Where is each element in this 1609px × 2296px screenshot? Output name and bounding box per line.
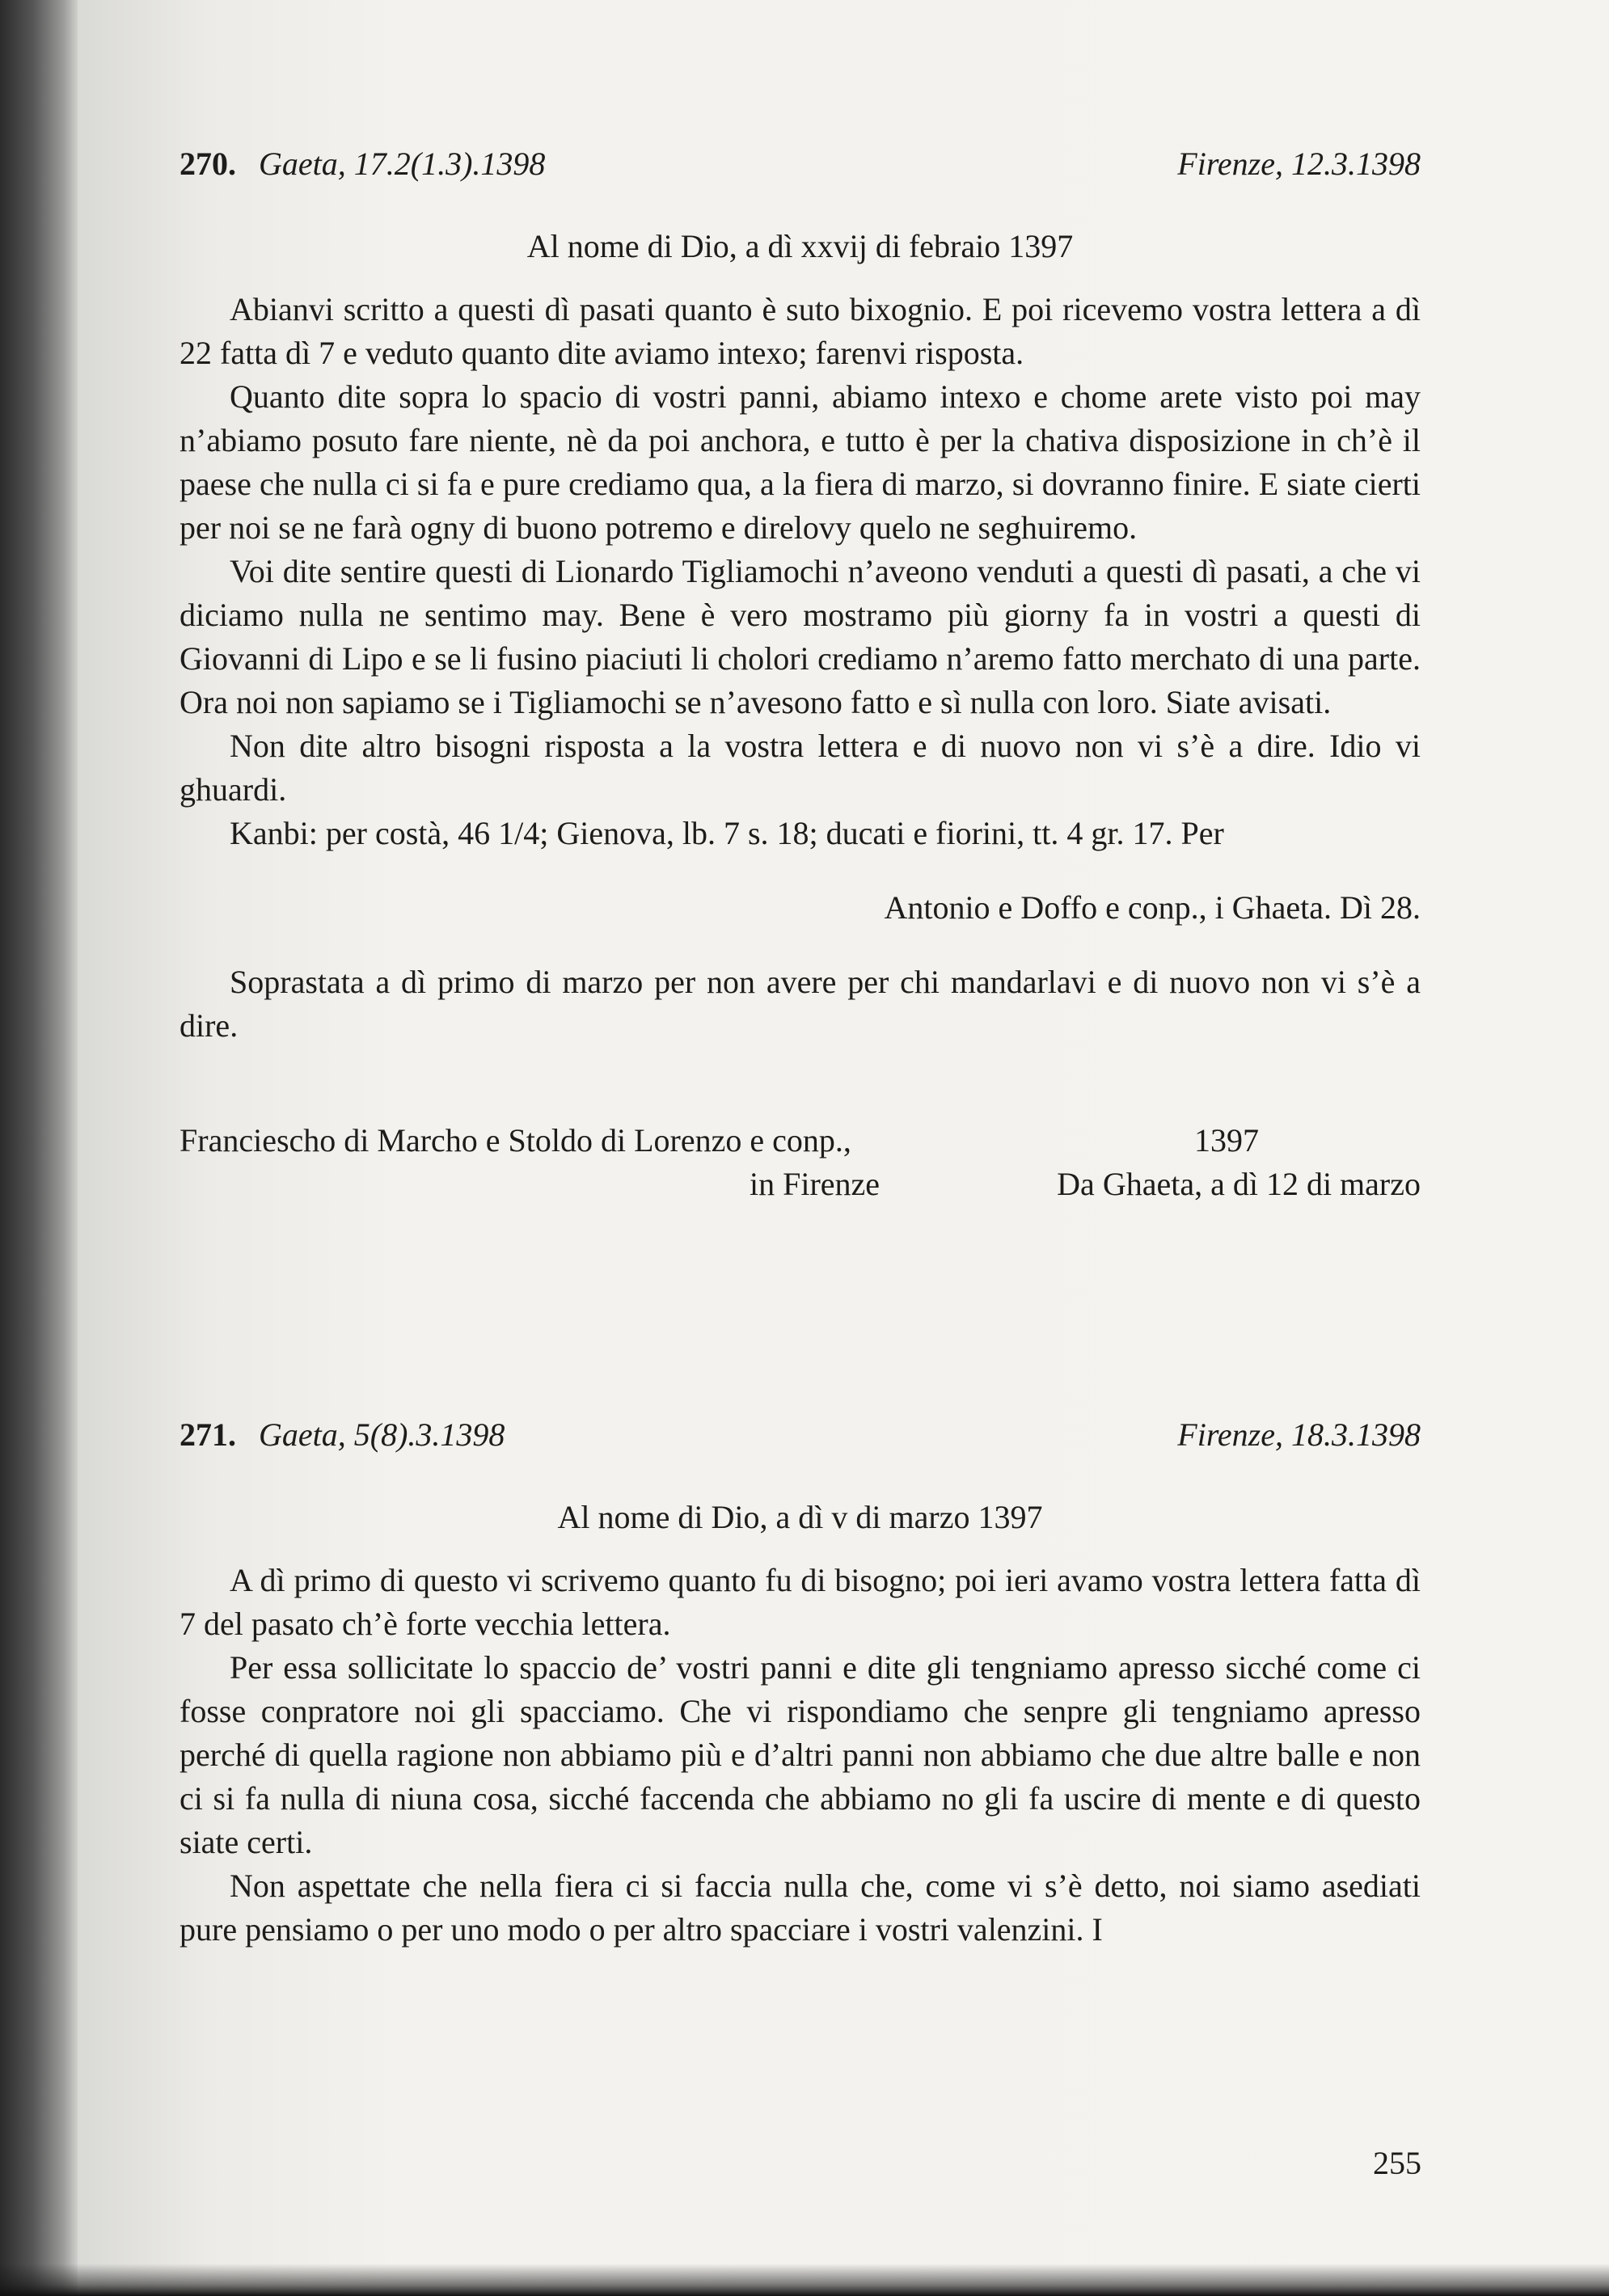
paragraph: Kanbi: per costà, 46 1/4; Gienova, lb. 7 s. 18; ducati e fiorini, tt. 4 gr. 17. Per [230, 815, 1224, 851]
letter-number: 270. [179, 146, 236, 182]
letter-header [179, 142, 1421, 186]
destination-date: Firenze, 18.3.1398 [1177, 1416, 1421, 1453]
paragraph: Abianvi scritto a questi dì pasati quanto è suto bixognio. E poi ricevemo vostra lettera a dì 22 fatta dì 7 e veduto quanto dite aviamo intexo; farenvi risposta. [179, 291, 1421, 371]
paragraph: Voi dite sentire questi di Lionardo Tigliamochi n’aveono venduti a questi dì pasati, a che vi diciamo nulla ne sentimo may. Bene è vero mostramo più giorny fa in vostri a questi di Giovanni di Lipo e se li fusino piaciuti li cholori crediamo n’aremo fatto merchato di una parte. Ora noi non sapiamo se i Tigliamochi se n’avesono fatto e sì nulla con loro. Siate avisati. [179, 553, 1421, 720]
salutation: Al nome di Dio, a dì v di marzo 1397 [557, 1499, 1043, 1535]
postscript: Soprastata a dì primo di marzo per non avere per chi mandarlavi e di nuovo non vi s’è a dire. [179, 964, 1421, 1044]
address-year: 1397 [1194, 1122, 1259, 1159]
letter-270 [179, 142, 1421, 1208]
destination-date: Firenze, 12.3.1398 [1177, 146, 1421, 182]
page-number: 255 [1373, 2145, 1421, 2181]
paragraph: Per essa sollicitate lo spaccio de’ vostri panni e dite gli tengniamo apresso sicché come ci fosse conpratore noi gli spacciamo. Che vi rispondiamo che senpre gli tengniamo apresso perché di quella ragione non abbiamo più e d’altri panni non abbiamo che due altre balle e non ci si fa nulla di niuna cosa, sicché faccenda che abbiamo no gli fa uscire di mente e di questo siate certi. [179, 1649, 1421, 1860]
page-bottom-shadow [0, 2264, 1609, 2296]
paragraph: Non aspettate che nella fiera ci si faccia nulla che, come vi s’è detto, noi siamo asediati pure pensiamo o per uno modo o per altro spacciare i vostri valenzini. I [179, 1868, 1421, 1948]
origin-date: Gaeta, 5(8).3.1398 [259, 1416, 505, 1453]
paragraph: A dì primo di questo vi scrivemo quanto fu di bisogno; poi ieri avamo vostra lettera fatta dì 7 del pasato ch’è forte vecchia lettera. [179, 1562, 1421, 1642]
received-note: Da Ghaeta, a dì 12 di marzo [1057, 1166, 1421, 1202]
book-gutter-shadow [0, 0, 78, 2296]
paragraph: Quanto dite sopra lo spacio di vostri panni, abiamo intexo e chome arete visto poi may n’abiamo posuto fare niente, nè da poi anchora, e tutto è per la chativa disposizione in ch’è il paese che nulla ci si fa e pure crediamo qua, a la fiera di marzo, si dovranno finire. E siate cierti per noi se ne farà ogny di buono potremo e direlovy quelo ne seghuiremo. [179, 378, 1421, 546]
paragraph: Non dite altro bisogni risposta a la vostra lettera e di nuovo non vi s’è a dire. Idio vi ghuardi. [179, 728, 1421, 808]
letter-271 [179, 1413, 1421, 1952]
address-block [179, 1119, 1421, 1208]
recipient-line2: in Firenze [750, 1166, 881, 1202]
origin-date: Gaeta, 17.2(1.3).1398 [259, 146, 546, 182]
letter-header [179, 1413, 1421, 1457]
signature: Antonio e Doffo e conp., i Ghaeta. Dì 28. [884, 889, 1421, 926]
salutation: Al nome di Dio, a dì xxvij di febraio 1397 [526, 228, 1074, 264]
letter-number: 271. [179, 1416, 236, 1453]
recipient-line1: Franciescho di Marcho e Stoldo di Lorenzo e conp., [179, 1122, 851, 1159]
